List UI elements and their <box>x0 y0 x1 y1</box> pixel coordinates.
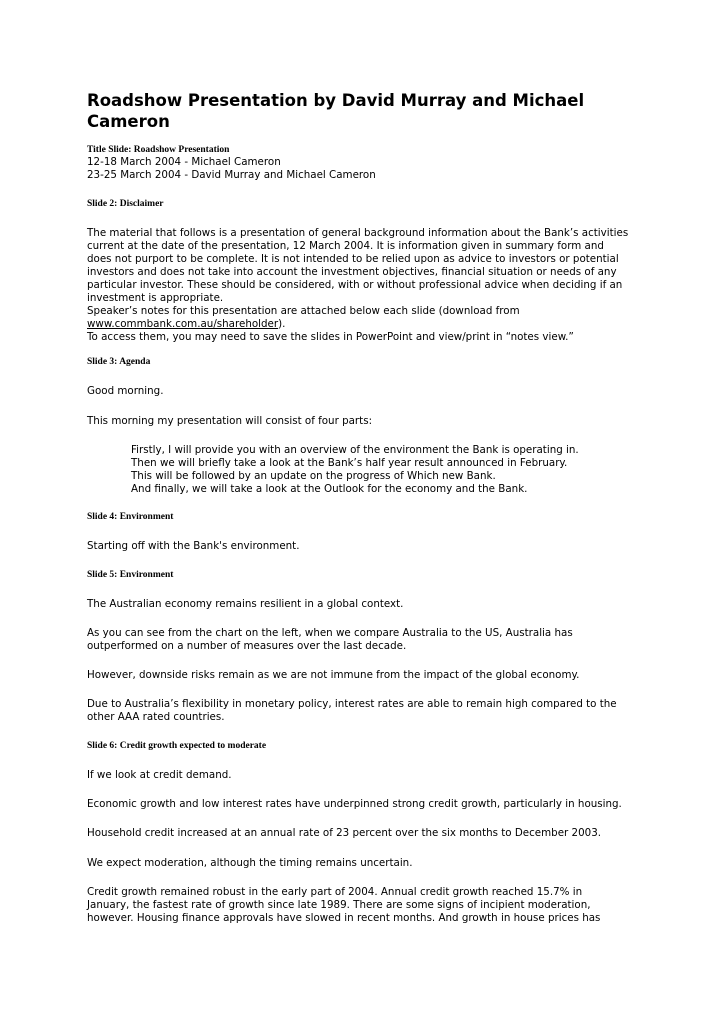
title-line: Cameron <box>87 112 170 131</box>
title-slide-details <box>87 156 647 182</box>
title-slide-heading: Title Slide: Roadshow Presentation <box>87 145 230 155</box>
link-line <box>87 318 647 331</box>
economy-paragraph: The Australian economy remains resilient in a global context. <box>87 598 404 610</box>
environment-paragraph: Starting off with the Bank's environment. <box>87 540 300 552</box>
slide5-heading: Slide 5: Environment <box>87 570 174 580</box>
text-line: Credit growth remained robust in the early part of 2004. Annual credit growth reached 15.7% in <box>87 886 583 898</box>
agenda-intro-paragraph: This morning my presentation will consist of four parts: <box>87 415 373 427</box>
presentation-date-line: 12-18 March 2004 - Michael Cameron <box>87 156 281 168</box>
comparison-paragraph <box>87 627 647 653</box>
greeting-paragraph: Good morning. <box>87 385 164 397</box>
slide6-heading: Slide 6: Credit growth expected to moderate <box>87 741 267 751</box>
text-line: Speaker’s notes for this presentation are attached below each slide (download from <box>87 305 520 317</box>
text-line: investors and does not take into account the investment objectives, financial situation or needs of any <box>87 266 617 278</box>
agenda-item: And finally, we will take a look at the Outlook for the economy and the Bank. <box>131 483 528 495</box>
slide2-heading: Slide 2: Disclaimer <box>87 199 164 209</box>
agenda-list <box>131 444 691 496</box>
presentation-date-line: 23-25 March 2004 - David Murray and Michael Cameron <box>87 169 376 181</box>
shareholder-link[interactable]: www.commbank.com.au/shareholder <box>87 318 279 330</box>
text-line: does not purport to be complete. It is not intended to be relied upon as advice to investors or potential <box>87 253 619 265</box>
document-title <box>87 90 647 132</box>
credit-growth-paragraph <box>87 886 647 925</box>
text-line: however. Housing finance approvals have slowed in recent months. And growth in house prices has <box>87 912 601 924</box>
text-line: The material that follows is a presentation of general background information about the Bank’s activities <box>87 227 629 239</box>
agenda-item: Firstly, I will provide you with an overview of the environment the Bank is operating in. <box>131 444 579 456</box>
slide3-heading: Slide 3: Agenda <box>87 357 151 367</box>
text-line: investment is appropriate. <box>87 292 224 304</box>
agenda-item: Then we will briefly take a look at the Bank’s half year result announced in February. <box>131 457 568 469</box>
disclaimer-paragraph <box>87 227 647 344</box>
slide4-heading: Slide 4: Environment <box>87 512 174 522</box>
risks-paragraph: However, downside risks remain as we are not immune from the impact of the global economy. <box>87 669 580 681</box>
household-credit-paragraph: Household credit increased at an annual rate of 23 percent over the six months to December 2003. <box>87 827 602 839</box>
text-line: current at the date of the presentation, 12 March 2004. It is information given in summary form and <box>87 240 604 252</box>
credit-demand-paragraph: If we look at credit demand. <box>87 769 232 781</box>
text-line: other AAA rated countries. <box>87 711 225 723</box>
moderation-paragraph: We expect moderation, although the timing remains uncertain. <box>87 857 413 869</box>
link-suffix: ). <box>278 318 286 330</box>
text-line: January, the fastest rate of growth since late 1989. There are some signs of incipient moderation, <box>87 899 591 911</box>
text-line: To access them, you may need to save the slides in PowerPoint and view/print in “notes view.” <box>87 331 574 343</box>
monetary-policy-paragraph <box>87 698 647 724</box>
text-line: Due to Australia’s flexibility in monetary policy, interest rates are able to remain high compared to the <box>87 698 617 710</box>
text-line: outperformed on a number of measures over the last decade. <box>87 640 407 652</box>
agenda-item: This will be followed by an update on the progress of Which new Bank. <box>131 470 496 482</box>
text-line: particular investor. These should be considered, with or without professional advice when deciding if an <box>87 279 623 291</box>
title-line: Roadshow Presentation by David Murray and Michael <box>87 91 585 110</box>
economic-growth-paragraph: Economic growth and low interest rates have underpinned strong credit growth, particularly in housing. <box>87 798 622 810</box>
text-line: As you can see from the chart on the left, when we compare Australia to the US, Australia has <box>87 627 573 639</box>
